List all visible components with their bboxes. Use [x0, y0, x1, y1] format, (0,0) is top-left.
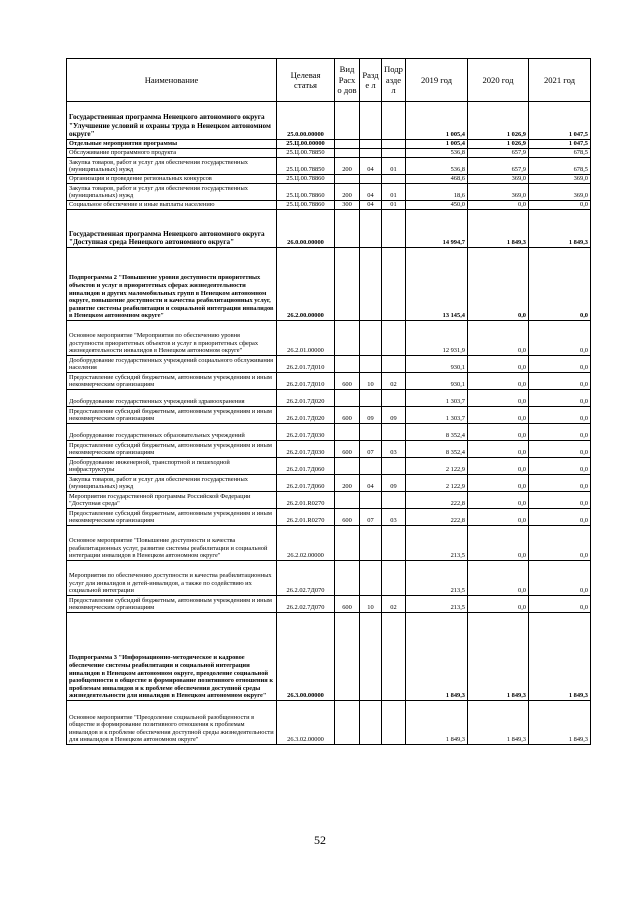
cell-2021: 678,5 [529, 149, 591, 158]
cell-2020: 0,0 [468, 458, 529, 475]
cell-2019: 222,8 [406, 492, 468, 509]
cell-razdel [360, 492, 382, 509]
cell-podrazdel [382, 458, 406, 475]
table-row [67, 596, 591, 613]
cell-podrazdel [382, 175, 406, 184]
header-2021: 2021 год [529, 59, 591, 102]
cell-2021: 0,0 [529, 526, 591, 561]
cell-2020: 0,0 [468, 596, 529, 613]
cell-vid [335, 321, 360, 356]
table-row [67, 175, 591, 184]
cell-2020: 369,0 [468, 184, 529, 201]
cell-razdel [360, 424, 382, 441]
table-row [67, 407, 591, 424]
cell-target-code: 25.Ц.00.78850 [277, 149, 335, 158]
cell-2019: 8 352,4 [406, 424, 468, 441]
cell-podrazdel [382, 356, 406, 373]
cell-2020: 0,0 [468, 321, 529, 356]
cell-name: Основное мероприятие "Преодоление социальной разобщенности в обществе и формирование позитивного отношения к проблемам инвалидов и к проблеме обеспечения доступной среды жизнедеятельности для инвалидов в Ненецком автономном округе" [67, 701, 277, 745]
table-header-row [67, 59, 591, 102]
table-row [67, 356, 591, 373]
table-row [67, 210, 591, 248]
cell-2019: 222,8 [406, 509, 468, 526]
cell-2020: 0,0 [468, 561, 529, 596]
header-vid: Вид Расхо дов [335, 59, 360, 102]
cell-vid: 600 [335, 407, 360, 424]
cell-2020: 657,9 [468, 158, 529, 175]
cell-name: Подпрограмма 2 "Повышение уровня доступности приоритетных объектов и услуг в приоритетных сферах жизнедеятельности инвалидов и других маломобильных групп в Ненецком автономном округе, повышение доступности и качества реабилитационных услуг, развитие системы реабилитации и социальной интеграции инвалидов в Ненецком автономном округе" [67, 248, 277, 321]
cell-vid [335, 210, 360, 248]
cell-podrazdel: 09 [382, 407, 406, 424]
table-row [67, 140, 591, 149]
cell-vid [335, 561, 360, 596]
table-row [67, 613, 591, 701]
cell-podrazdel [382, 526, 406, 561]
cell-podrazdel: 03 [382, 509, 406, 526]
cell-podrazdel [382, 701, 406, 745]
cell-2019: 18,6 [406, 184, 468, 201]
table-row [67, 424, 591, 441]
cell-target-code: 26.2.00.00000 [277, 248, 335, 321]
cell-name: Мероприятия по обеспечению доступности и качества реабилитационных услуг для инвалидов и детей-инвалидов, а также по содействию их социальной интеграции [67, 561, 277, 596]
cell-podrazdel: 09 [382, 475, 406, 492]
cell-target-code: 25.Ц.00.78860 [277, 184, 335, 201]
table-body [67, 102, 591, 745]
table-row [67, 102, 591, 140]
cell-podrazdel: 01 [382, 184, 406, 201]
cell-vid [335, 526, 360, 561]
cell-2019: 2 122,9 [406, 475, 468, 492]
cell-razdel [360, 175, 382, 184]
cell-vid [335, 424, 360, 441]
cell-2019: 1 303,7 [406, 390, 468, 407]
cell-2020: 0,0 [468, 390, 529, 407]
cell-podrazdel: 02 [382, 596, 406, 613]
cell-podrazdel [382, 424, 406, 441]
cell-vid [335, 102, 360, 140]
cell-2021: 0,0 [529, 596, 591, 613]
cell-target-code: 26.2.01.7Д010 [277, 356, 335, 373]
cell-target-code: 26.3.02.00000 [277, 701, 335, 745]
cell-razdel [360, 356, 382, 373]
cell-2021: 0,0 [529, 407, 591, 424]
cell-vid: 600 [335, 373, 360, 390]
cell-2021: 369,0 [529, 184, 591, 201]
cell-2020: 1 026,9 [468, 102, 529, 140]
table-row [67, 149, 591, 158]
cell-podrazdel: 02 [382, 373, 406, 390]
cell-vid: 300 [335, 201, 360, 210]
cell-razdel [360, 561, 382, 596]
cell-2021: 1 047,5 [529, 102, 591, 140]
cell-2021: 0,0 [529, 475, 591, 492]
cell-podrazdel: 01 [382, 158, 406, 175]
cell-2021: 0,0 [529, 248, 591, 321]
cell-2019: 468,6 [406, 175, 468, 184]
cell-2019: 213,5 [406, 596, 468, 613]
header-name: Наименование [67, 59, 277, 102]
cell-name: Дооборудование государственных учреждений здравоохранения [67, 390, 277, 407]
cell-vid [335, 149, 360, 158]
cell-vid [335, 175, 360, 184]
cell-vid: 600 [335, 441, 360, 458]
cell-2019: 536,8 [406, 149, 468, 158]
cell-podrazdel [382, 321, 406, 356]
cell-vid [335, 390, 360, 407]
cell-2020: 0,0 [468, 475, 529, 492]
cell-2021: 0,0 [529, 509, 591, 526]
cell-target-code: 25.Ц.00.78860 [277, 175, 335, 184]
cell-2019: 8 352,4 [406, 441, 468, 458]
cell-target-code: 26.2.01.R0270 [277, 509, 335, 526]
cell-name: Предоставление субсидий бюджетным, автономным учреждениям и иным некоммерческим организациям [67, 441, 277, 458]
cell-name: Дооборудование государственных образовательных учреждений [67, 424, 277, 441]
cell-2019: 213,5 [406, 526, 468, 561]
cell-name: Дооборудование государственных учреждений социального обслуживания населения [67, 356, 277, 373]
header-target: Целевая статья [277, 59, 335, 102]
cell-podrazdel [382, 102, 406, 140]
cell-razdel: 04 [360, 201, 382, 210]
cell-2019: 1 849,3 [406, 701, 468, 745]
table-row [67, 373, 591, 390]
table-row [67, 441, 591, 458]
table-row [67, 184, 591, 201]
cell-name: Подпрограмма 3 "Информационно-методическое и кадровое обеспечение системы реабилитации и социальной интеграции инвалидов в Ненецком автономном округе, преодоление социальной разобщенности в обществе и формирование позитивного отношения к проблемам инвалидов и к проблеме обеспечения доступной среды жизнедеятельности для инвалидов в Ненецком автономном округе" [67, 613, 277, 701]
cell-target-code: 26.2.01.7Д060 [277, 475, 335, 492]
cell-2020: 0,0 [468, 509, 529, 526]
cell-2021: 0,0 [529, 458, 591, 475]
cell-2019: 2 122,9 [406, 458, 468, 475]
cell-target-code: 26.2.01.7Д030 [277, 424, 335, 441]
cell-2019: 1 303,7 [406, 407, 468, 424]
cell-2019: 1 005,4 [406, 140, 468, 149]
cell-2020: 0,0 [468, 373, 529, 390]
cell-vid [335, 492, 360, 509]
cell-target-code: 25.Ц.00.00000 [277, 140, 335, 149]
table-row [67, 158, 591, 175]
cell-target-code: 26.2.01.7Д060 [277, 458, 335, 475]
cell-razdel: 07 [360, 441, 382, 458]
cell-podrazdel [382, 390, 406, 407]
cell-name: Отдельные мероприятия программы [67, 140, 277, 149]
cell-2021: 1 849,3 [529, 613, 591, 701]
cell-2021: 0,0 [529, 201, 591, 210]
cell-2019: 930,1 [406, 373, 468, 390]
cell-2021: 678,5 [529, 158, 591, 175]
cell-2019: 13 145,4 [406, 248, 468, 321]
page-number: 52 [314, 833, 326, 847]
cell-2021: 369,0 [529, 175, 591, 184]
header-2019: 2019 год [406, 59, 468, 102]
cell-podrazdel [382, 210, 406, 248]
cell-target-code: 25.Ц.00.78850 [277, 158, 335, 175]
cell-name: Основное мероприятие "Повышение доступности и качества реабилитационных услуг, развитие системы реабилитации и социальной интеграции инвалидов в Ненецком автономном округе" [67, 526, 277, 561]
cell-razdel [360, 321, 382, 356]
cell-razdel: 04 [360, 475, 382, 492]
cell-target-code: 26.2.01.00000 [277, 321, 335, 356]
cell-podrazdel [382, 561, 406, 596]
cell-podrazdel: 01 [382, 201, 406, 210]
cell-target-code: 26.2.02.7Д070 [277, 596, 335, 613]
cell-vid: 600 [335, 596, 360, 613]
cell-name: Мероприятия государственной программы Российской Федерации "Доступная среда" [67, 492, 277, 509]
cell-2020: 1 849,3 [468, 210, 529, 248]
cell-vid: 200 [335, 475, 360, 492]
cell-2019: 450,0 [406, 201, 468, 210]
cell-2020: 0,0 [468, 492, 529, 509]
cell-podrazdel [382, 492, 406, 509]
cell-razdel: 07 [360, 509, 382, 526]
cell-2019: 1 005,4 [406, 102, 468, 140]
table-row [67, 248, 591, 321]
cell-target-code: 26.2.01.7Д030 [277, 441, 335, 458]
cell-vid [335, 701, 360, 745]
cell-2019: 213,5 [406, 561, 468, 596]
header-2020: 2020 год [468, 59, 529, 102]
cell-2020: 0,0 [468, 407, 529, 424]
cell-2020: 0,0 [468, 424, 529, 441]
cell-razdel [360, 102, 382, 140]
cell-name: Закупка товаров, работ и услуг для обеспечения государственных (муниципальных) нужд [67, 158, 277, 175]
cell-2021: 0,0 [529, 424, 591, 441]
cell-razdel [360, 613, 382, 701]
cell-2021: 0,0 [529, 561, 591, 596]
cell-2020: 657,9 [468, 149, 529, 158]
cell-razdel [360, 526, 382, 561]
cell-vid: 200 [335, 158, 360, 175]
cell-2021: 1 047,5 [529, 140, 591, 149]
cell-2020: 0,0 [468, 201, 529, 210]
cell-name: Предоставление субсидий бюджетным, автономным учреждениям и иным некоммерческим организациям [67, 373, 277, 390]
table-row [67, 492, 591, 509]
header-podrazdel: Подр аздел [382, 59, 406, 102]
cell-2019: 930,1 [406, 356, 468, 373]
cell-2019: 14 994,7 [406, 210, 468, 248]
cell-razdel [360, 458, 382, 475]
cell-podrazdel [382, 613, 406, 701]
cell-razdel: 09 [360, 407, 382, 424]
cell-target-code: 26.2.02.7Д070 [277, 561, 335, 596]
cell-vid: 600 [335, 509, 360, 526]
cell-2021: 0,0 [529, 373, 591, 390]
cell-2019: 536,8 [406, 158, 468, 175]
cell-name: Государственная программа Ненецкого автономного округа "Улучшение условий и охраны труда в Ненецком автономном округе" [67, 102, 277, 140]
cell-name: Закупка товаров, работ и услуг для обеспечения государственных (муниципальных) нужд [67, 475, 277, 492]
cell-podrazdel [382, 248, 406, 321]
cell-razdel [360, 390, 382, 407]
cell-2021: 0,0 [529, 356, 591, 373]
cell-target-code: 26.2.01.7Д010 [277, 373, 335, 390]
cell-target-code: 25.Ц.00.78860 [277, 201, 335, 210]
cell-target-code: 26.3.00.00000 [277, 613, 335, 701]
cell-2021: 0,0 [529, 321, 591, 356]
cell-target-code: 26.0.00.00000 [277, 210, 335, 248]
table-row [67, 475, 591, 492]
cell-podrazdel [382, 140, 406, 149]
cell-2020: 0,0 [468, 526, 529, 561]
cell-2021: 0,0 [529, 390, 591, 407]
cell-vid [335, 140, 360, 149]
cell-2021: 0,0 [529, 492, 591, 509]
cell-target-code: 26.2.01.R0270 [277, 492, 335, 509]
cell-name: Организация и проведение региональных конкурсов [67, 175, 277, 184]
cell-podrazdel [382, 149, 406, 158]
cell-2020: 1 849,3 [468, 701, 529, 745]
cell-target-code: 26.2.02.00000 [277, 526, 335, 561]
cell-target-code: 26.2.01.7Д020 [277, 407, 335, 424]
cell-razdel: 04 [360, 184, 382, 201]
cell-razdel: 10 [360, 596, 382, 613]
cell-2020: 0,0 [468, 248, 529, 321]
cell-name: Обслуживание программного продукта [67, 149, 277, 158]
cell-razdel [360, 149, 382, 158]
cell-podrazdel: 03 [382, 441, 406, 458]
cell-vid: 200 [335, 184, 360, 201]
cell-vid [335, 458, 360, 475]
cell-2019: 1 849,3 [406, 613, 468, 701]
table-row [67, 509, 591, 526]
cell-razdel: 10 [360, 373, 382, 390]
cell-name: Социальное обеспечение и иные выплаты населению [67, 201, 277, 210]
cell-razdel [360, 248, 382, 321]
cell-name: Предоставление субсидий бюджетным, автономным учреждениям и иным некоммерческим организациям [67, 509, 277, 526]
cell-target-code: 25.0.00.00000 [277, 102, 335, 140]
table-row [67, 321, 591, 356]
cell-name: Основное мероприятие "Мероприятия по обеспечению уровня доступности приоритетных объектов и услуг в приоритетных сферах жизнедеятельности инвалидов в Ненецком автономном округе" [67, 321, 277, 356]
table-row [67, 458, 591, 475]
cell-target-code: 26.2.01.7Д020 [277, 390, 335, 407]
cell-razdel [360, 701, 382, 745]
cell-name: Предоставление субсидий бюджетным, автономным учреждениям и иным некоммерческим организациям [67, 407, 277, 424]
cell-name: Предоставление субсидий бюджетным, автономным учреждениям и иным некоммерческим организациям [67, 596, 277, 613]
table-row [67, 390, 591, 407]
table-row [67, 561, 591, 596]
cell-2020: 0,0 [468, 356, 529, 373]
cell-vid [335, 248, 360, 321]
budget-table [66, 58, 591, 745]
cell-2020: 0,0 [468, 441, 529, 458]
cell-2019: 12 931,9 [406, 321, 468, 356]
cell-razdel [360, 210, 382, 248]
cell-name: Закупка товаров, работ и услуг для обеспечения государственных (муниципальных) нужд [67, 184, 277, 201]
cell-razdel: 04 [360, 158, 382, 175]
cell-2021: 0,0 [529, 441, 591, 458]
cell-name: Государственная программа Ненецкого автономного округа "Доступная среда Ненецкого автономного округа" [67, 210, 277, 248]
cell-2021: 1 849,3 [529, 701, 591, 745]
table-row [67, 701, 591, 745]
cell-vid [335, 613, 360, 701]
cell-razdel [360, 140, 382, 149]
cell-2021: 1 849,3 [529, 210, 591, 248]
cell-2020: 369,0 [468, 175, 529, 184]
table-row [67, 201, 591, 210]
cell-name: Дооборудование инженерной, транспортной и пешеходной инфраструктуры [67, 458, 277, 475]
cell-2020: 1 026,9 [468, 140, 529, 149]
table-row [67, 526, 591, 561]
header-razdel: Разде л [360, 59, 382, 102]
cell-vid [335, 356, 360, 373]
cell-2020: 1 849,3 [468, 613, 529, 701]
